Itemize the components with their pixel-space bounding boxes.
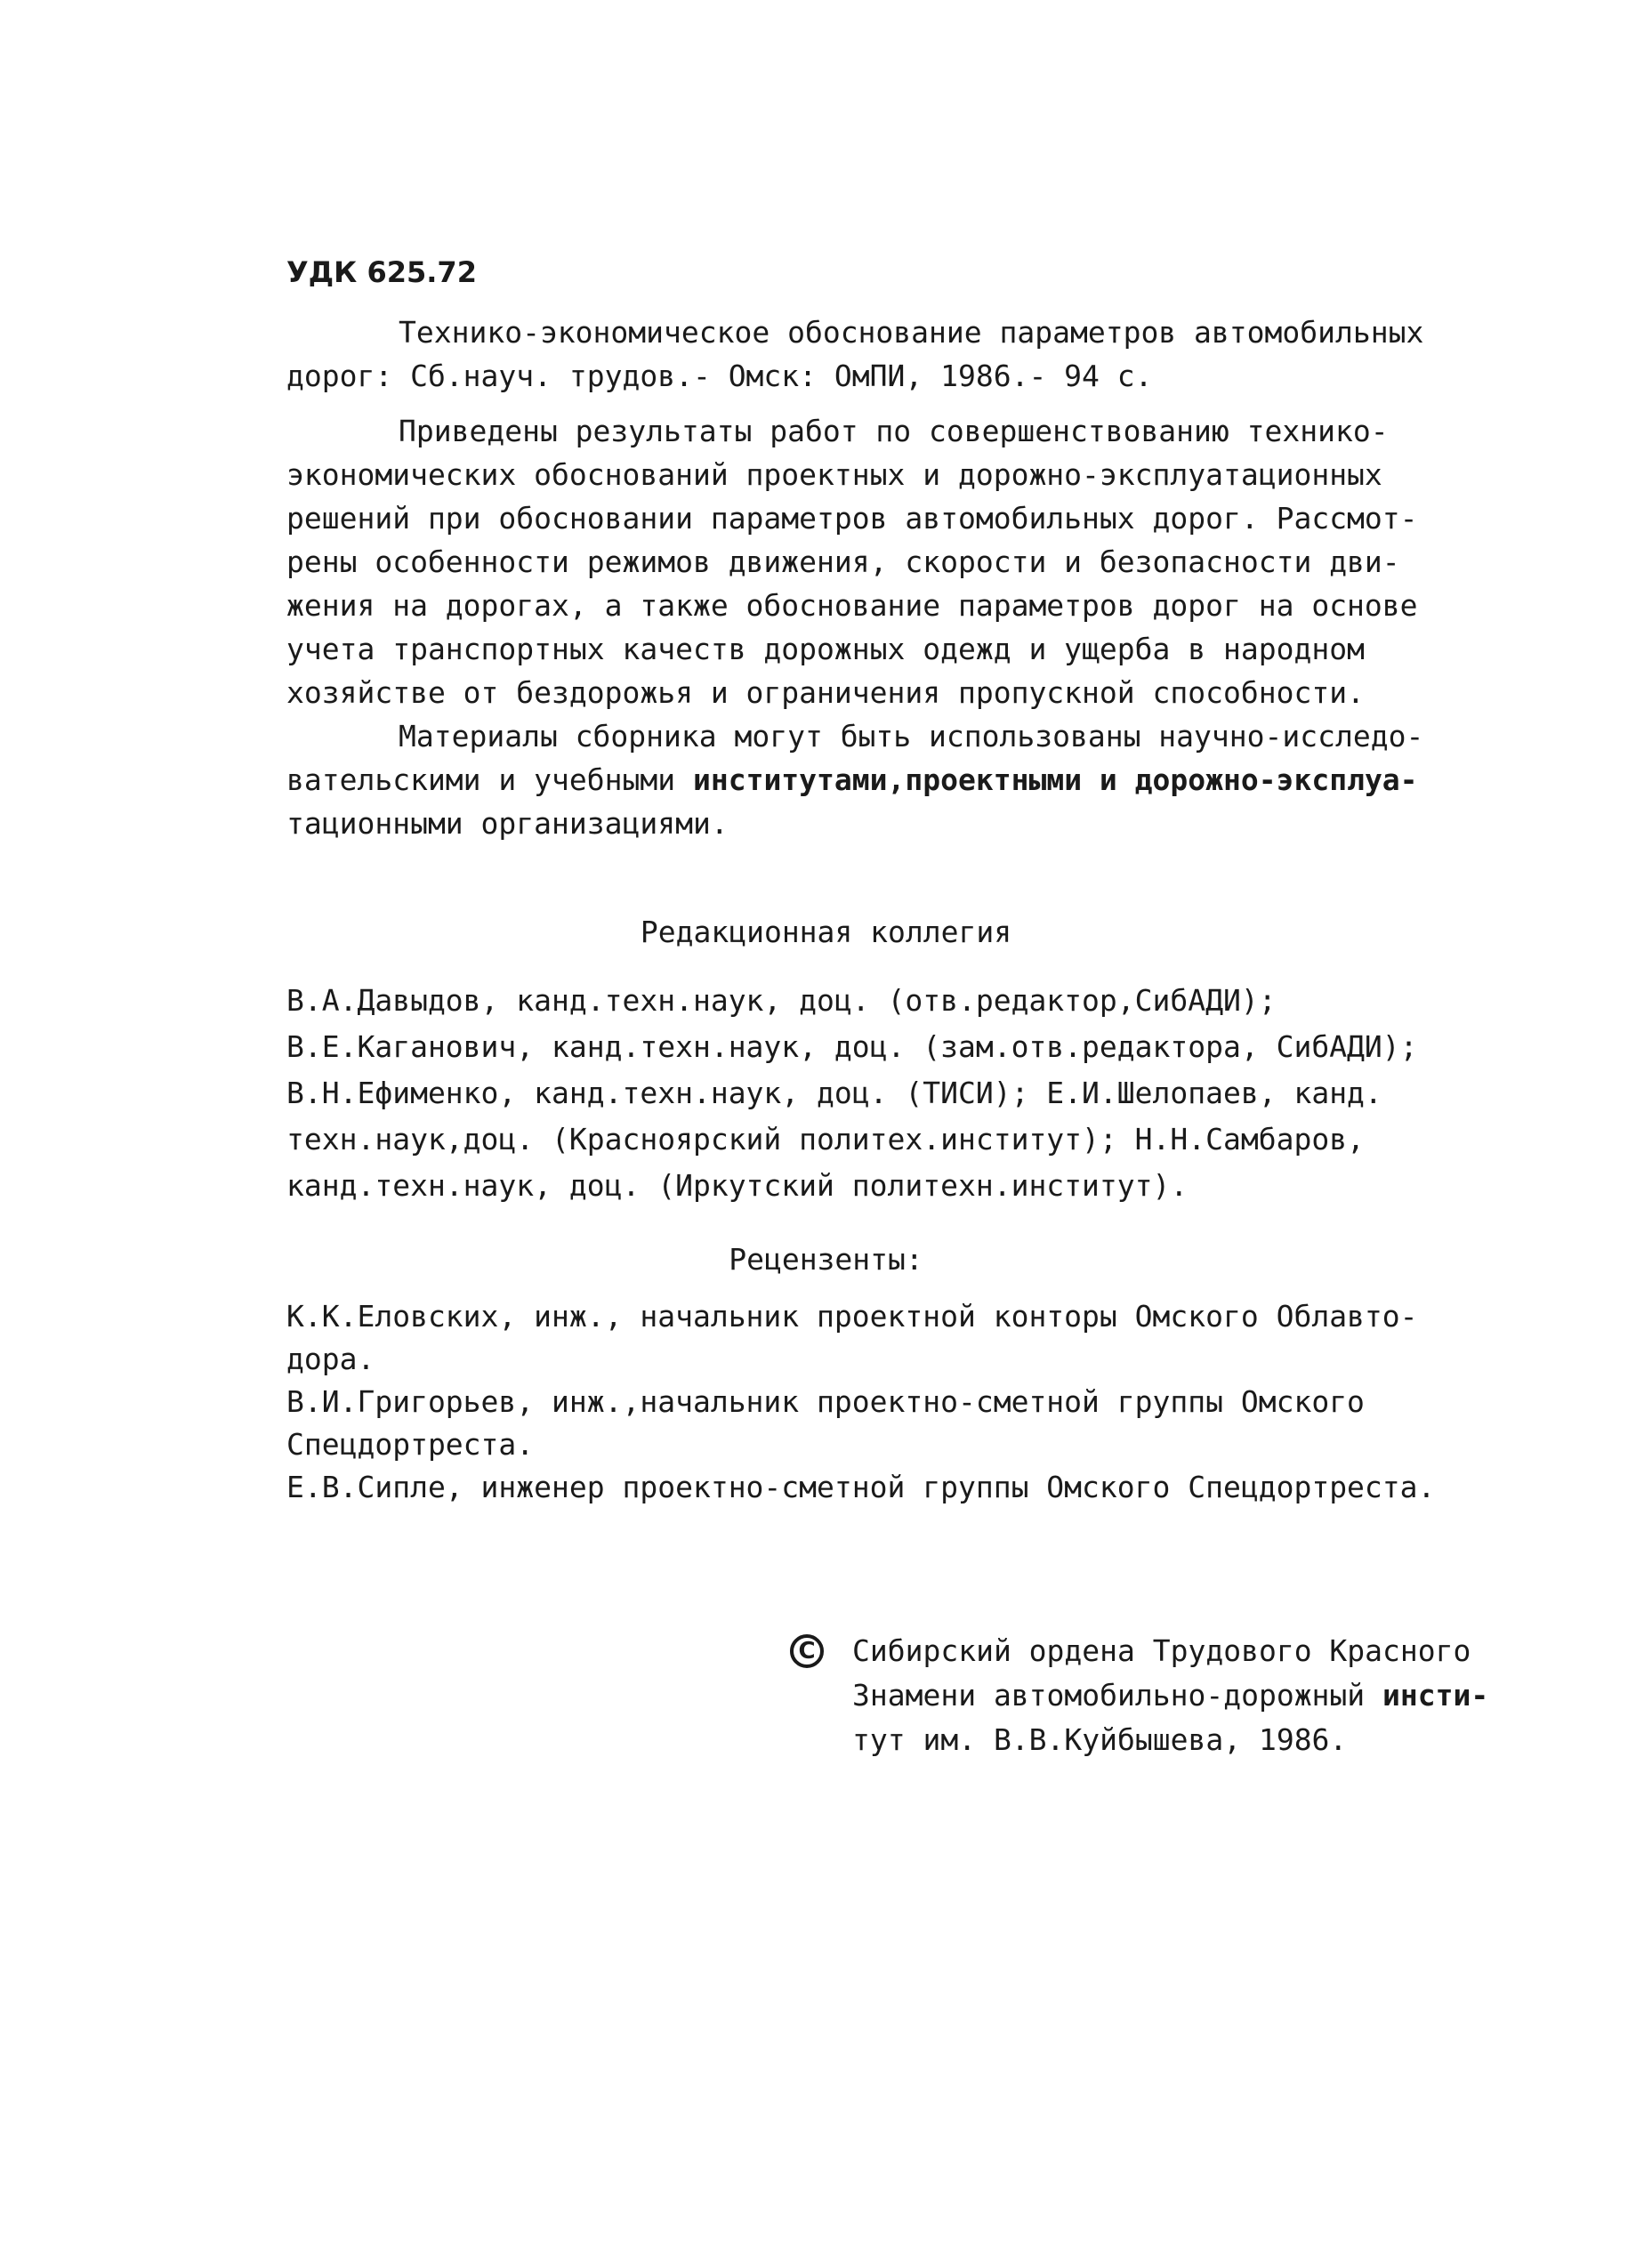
usage-line-2-regular: вательскими и учебными	[286, 762, 693, 797]
abstract-line-5: жения на дорогах, а также обоснование параметров дорог на основе	[286, 588, 1418, 623]
board-line-5: канд.техн.наук, доц. (Иркутский политехн.институт).	[286, 1168, 1189, 1203]
board-line-1: В.А.Давыдов, канд.техн.наук, доц. (отв.редактор,СибАДИ);	[286, 983, 1277, 1018]
usage-line-2-bold: институтами,проектными и дорожно-эксплуа-	[692, 762, 1418, 797]
abstract-line-4: рены особенности режимов движения, скорости и безопасности дви-	[286, 544, 1400, 579]
abstract-line-2: экономических обоснований проектных и дорожно-эксплуатационных	[286, 457, 1382, 492]
copyright-icon: С	[790, 1634, 824, 1668]
board-line-2: В.Е.Каганович, канд.техн.наук, доц. (зам.отв.редактора, СибАДИ);	[286, 1029, 1418, 1064]
abstract-line-7: хозяйстве от бездорожья и ограничения пропускной способности.	[286, 675, 1365, 710]
usage-line-3: тационными организациями.	[286, 806, 729, 841]
citation-line-1: Технико-экономическое обоснование параметров автомобильных	[399, 315, 1424, 350]
abstract-line-3: решений при обосновании параметров автомобильных дорог. Рассмот-	[286, 501, 1418, 536]
reviewer-line-3: В.И.Григорьев, инж.,начальник проектно-сметной группы Омского	[286, 1384, 1365, 1419]
reviewer-line-2: дора.	[286, 1342, 375, 1376]
reviewer-line-5: Е.В.Сипле, инженер проектно-сметной группы Омского Спецдортреста.	[286, 1470, 1436, 1504]
copyright-line-3: тут им. В.В.Куйбышева, 1986.	[852, 1722, 1348, 1757]
copyright-line-1: Сибирский ордена Трудового Красного	[852, 1633, 1471, 1668]
usage-line-1: Материалы сборника могут быть использованы научно-исследо-	[399, 719, 1424, 754]
abstract-line-1: Приведены результаты работ по совершенствованию технико-	[399, 414, 1389, 448]
copyright-line-2-regular: Знамени автомобильно-дорожный	[852, 1678, 1383, 1713]
reviewer-line-4: Спецдортреста.	[286, 1427, 535, 1462]
abstract-line-6: учета транспортных качеств дорожных одежд и ущерба в народном	[286, 632, 1365, 666]
reviewers-heading: Рецензенты:	[729, 1242, 923, 1277]
board-line-4: техн.наук,доц. (Красноярский политех.институт); Н.Н.Самбаров,	[286, 1122, 1365, 1157]
citation-line-2: дорог: Сб.науч. трудов.- Омск: ОмПИ, 1986.- 94 с.	[286, 359, 1153, 393]
copyright-line-2	[852, 1678, 1488, 1713]
usage-line-2	[286, 762, 1418, 798]
board-line-3: В.Н.Ефименко, канд.техн.наук, доц. (ТИСИ); Е.И.Шелопаев, канд.	[286, 1076, 1382, 1110]
board-heading: Редакционная коллегия	[640, 915, 1012, 949]
reviewer-line-1: К.К.Еловских, инж., начальник проектной конторы Омского Облавто-	[286, 1299, 1418, 1334]
udk-code: УДК 625.72	[286, 255, 477, 289]
copyright-line-2-bold: инсти-	[1382, 1678, 1489, 1713]
